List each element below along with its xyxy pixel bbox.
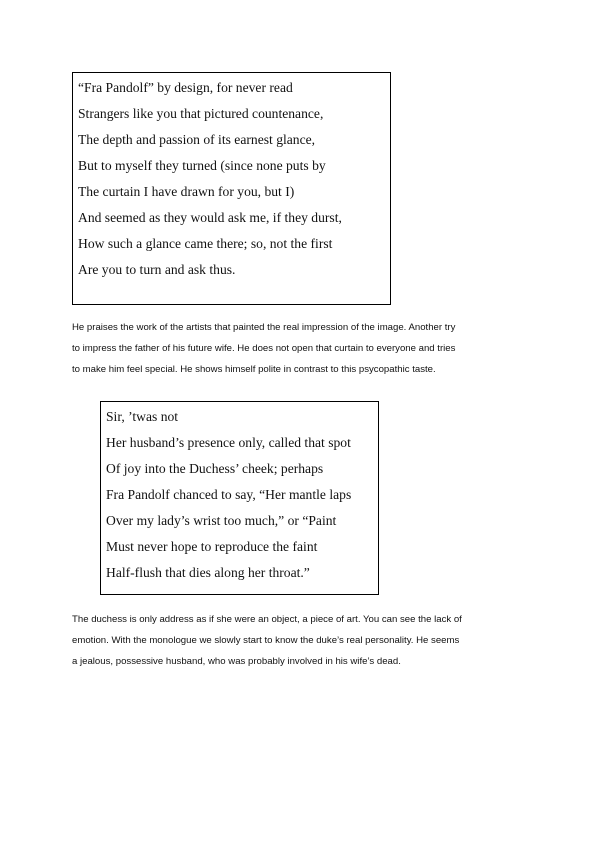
commentary-line: a jealous, possessive husband, who was probably involved in his wife’s dead. [72, 656, 401, 667]
poem-line: And seemed as they would ask me, if they durst, [78, 210, 342, 225]
poem-excerpt-box-1 [72, 72, 391, 305]
commentary-line: The duchess is only address as if she were an object, a piece of art. You can see the lack of [72, 614, 462, 625]
commentary-line: to impress the father of his future wife. He does not open that curtain to everyone and tries [72, 343, 456, 354]
poem-line: Must never hope to reproduce the faint [106, 539, 318, 554]
commentary-paragraph-1 [72, 322, 532, 382]
poem-line: Strangers like you that pictured countenance, [78, 106, 324, 121]
poem-excerpt-box-2 [100, 401, 379, 595]
poem-line: Are you to turn and ask thus. [78, 262, 236, 277]
commentary-line: to make him feel special. He shows himself polite in contrast to this psycopathic taste. [72, 364, 436, 375]
poem-line: Her husband’s presence only, called that spot [106, 435, 351, 450]
commentary-line: emotion. With the monologue we slowly start to know the duke’s real personality. He seems [72, 635, 460, 646]
poem-line: Of joy into the Duchess’ cheek; perhaps [106, 461, 324, 476]
poem-line: Fra Pandolf chanced to say, “Her mantle laps [106, 487, 352, 502]
poem-line: Over my lady’s wrist too much,” or “Paint [106, 513, 337, 528]
poem-line: Sir, ’twas not [106, 409, 179, 424]
poem-line: How such a glance came there; so, not the first [78, 236, 333, 251]
poem-line: “Fra Pandolf” by design, for never read [78, 80, 293, 95]
poem-line: The curtain I have drawn for you, but I) [78, 184, 295, 199]
poem-line: Half-flush that dies along her throat.” [106, 565, 310, 580]
commentary-line: He praises the work of the artists that painted the real impression of the image. Another try [72, 322, 456, 333]
poem-line: The depth and passion of its earnest glance, [78, 132, 316, 147]
commentary-paragraph-2 [72, 614, 532, 674]
poem-line: But to myself they turned (since none puts by [78, 158, 326, 173]
